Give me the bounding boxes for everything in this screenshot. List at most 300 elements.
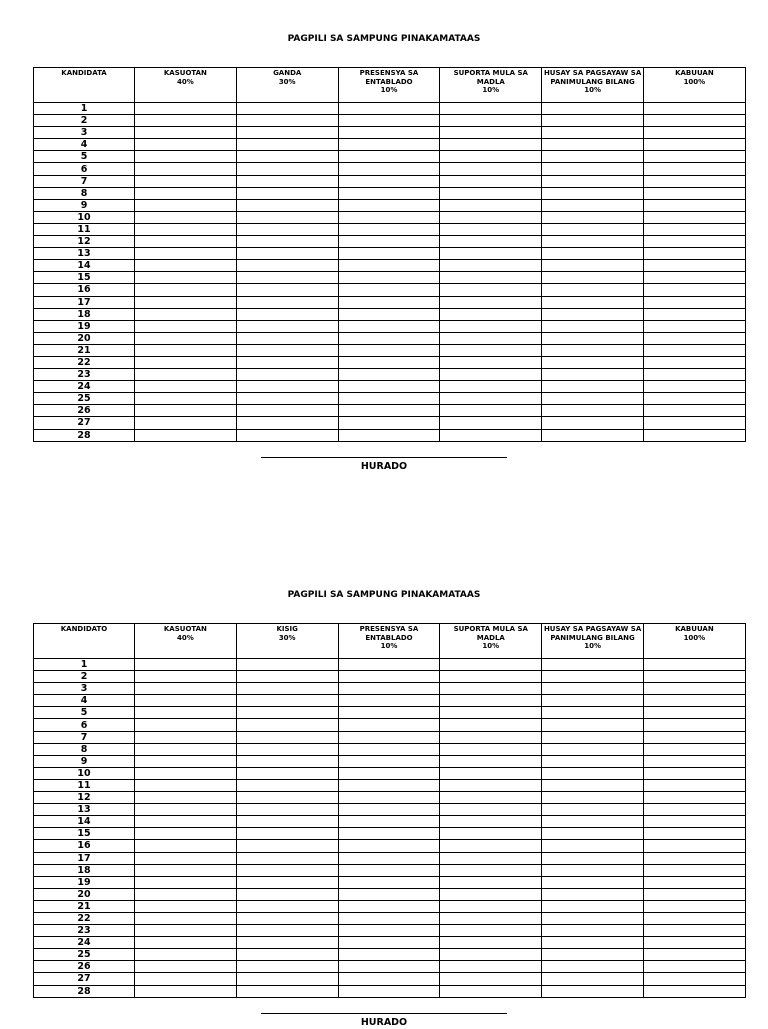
score-cell (135, 949, 237, 961)
table-row (34, 937, 746, 949)
score-cell (236, 236, 338, 248)
score-cell (236, 876, 338, 888)
column-header (440, 68, 542, 103)
score-cell (236, 900, 338, 912)
score-cell (338, 163, 440, 175)
table-row (34, 211, 746, 223)
sheet-title: PAGPILI SA SAMPUNG PINAKAMATAAS (287, 590, 481, 600)
score-cell (236, 272, 338, 284)
score-cell (338, 888, 440, 900)
candidate-number: 7 (34, 175, 135, 187)
score-cell (542, 779, 644, 791)
column-header-label: PRESENSYA SA ENTABLADO (359, 69, 419, 86)
table-row (34, 151, 746, 163)
score-cell (643, 187, 745, 199)
score-cell (236, 804, 338, 816)
score-cell (643, 949, 745, 961)
column-header-weight: 100% (683, 77, 706, 86)
column-header-label: KASUOTAN (163, 69, 207, 77)
column-header-label: HUSAY SA PAGSAYAW SA PANIMULANG BILANG (543, 69, 642, 86)
score-cell (236, 985, 338, 997)
score-cell (643, 223, 745, 235)
score-cell (440, 900, 542, 912)
score-cell (338, 828, 440, 840)
score-cell (643, 695, 745, 707)
score-cell (440, 779, 542, 791)
score-cell (542, 973, 644, 985)
candidate-number: 12 (34, 236, 135, 248)
score-cell (236, 828, 338, 840)
score-cell (440, 211, 542, 223)
score-cell (542, 659, 644, 671)
score-cell (542, 792, 644, 804)
table-row (34, 308, 746, 320)
score-cell (135, 115, 237, 127)
score-cell (135, 151, 237, 163)
score-cell (542, 816, 644, 828)
candidate-number: 13 (34, 248, 135, 260)
score-cell (236, 429, 338, 441)
table-row (34, 925, 746, 937)
score-cell (542, 707, 644, 719)
score-cell (135, 199, 237, 211)
score-cell (236, 925, 338, 937)
score-cell (440, 332, 542, 344)
score-cell (542, 695, 644, 707)
score-cell (135, 417, 237, 429)
candidate-number: 19 (34, 876, 135, 888)
column-header-label: KABUUAN (675, 625, 714, 633)
candidate-number: 3 (34, 127, 135, 139)
score-cell (338, 320, 440, 332)
table-row (34, 888, 746, 900)
score-cell (542, 755, 644, 767)
score-cell (643, 127, 745, 139)
score-cell (440, 429, 542, 441)
score-cell (236, 779, 338, 791)
score-cell (236, 816, 338, 828)
score-cell (135, 187, 237, 199)
column-header-label: KANDIDATO (60, 625, 108, 633)
score-cell (643, 405, 745, 417)
score-cell (440, 949, 542, 961)
table-row (34, 900, 746, 912)
score-cell (236, 405, 338, 417)
score-cell (338, 139, 440, 151)
candidate-number: 8 (34, 187, 135, 199)
score-cell (643, 659, 745, 671)
score-cell (643, 925, 745, 937)
score-cell (440, 876, 542, 888)
score-cell (135, 864, 237, 876)
score-cell (338, 296, 440, 308)
table-row (34, 707, 746, 719)
score-cell (338, 804, 440, 816)
column-header-label: KASUOTAN (163, 625, 207, 633)
score-cell (338, 792, 440, 804)
candidate-number: 28 (34, 985, 135, 997)
score-cell (135, 937, 237, 949)
score-table (33, 67, 746, 442)
score-cell (338, 369, 440, 381)
score-cell (440, 925, 542, 937)
score-cell (542, 296, 644, 308)
score-cell (338, 393, 440, 405)
score-cell (338, 985, 440, 997)
signature-label: HURADO (360, 1016, 408, 1028)
score-cell (643, 103, 745, 115)
score-cell (338, 381, 440, 393)
score-cell (338, 223, 440, 235)
score-cell (338, 199, 440, 211)
score-cell (236, 127, 338, 139)
score-cell (440, 356, 542, 368)
candidate-number: 23 (34, 925, 135, 937)
column-header (34, 68, 135, 103)
score-cell (440, 115, 542, 127)
score-cell (440, 695, 542, 707)
score-cell (542, 223, 644, 235)
score-cell (542, 925, 644, 937)
table-row (34, 743, 746, 755)
score-cell (135, 320, 237, 332)
score-cell (440, 973, 542, 985)
score-cell (236, 659, 338, 671)
score-cell (542, 187, 644, 199)
table-row (34, 683, 746, 695)
table-row (34, 320, 746, 332)
score-cell (338, 332, 440, 344)
candidate-number: 4 (34, 695, 135, 707)
score-cell (643, 671, 745, 683)
score-cell (542, 272, 644, 284)
score-cell (236, 199, 338, 211)
score-cell (338, 719, 440, 731)
score-cell (236, 175, 338, 187)
score-cell (236, 296, 338, 308)
score-cell (440, 272, 542, 284)
candidate-number: 27 (34, 417, 135, 429)
score-cell (338, 151, 440, 163)
score-cell (643, 719, 745, 731)
table-row (34, 767, 746, 779)
score-cell (643, 115, 745, 127)
score-cell (542, 103, 644, 115)
score-cell (236, 707, 338, 719)
score-cell (542, 937, 644, 949)
score-sheet-men (0, 588, 768, 1029)
table-row (34, 417, 746, 429)
candidate-number: 15 (34, 828, 135, 840)
table-row (34, 393, 746, 405)
score-cell (135, 393, 237, 405)
candidate-number: 21 (34, 344, 135, 356)
column-header (135, 624, 237, 659)
score-cell (440, 296, 542, 308)
column-header-label: KANDIDATA (61, 69, 107, 77)
candidate-number: 25 (34, 949, 135, 961)
score-cell (236, 731, 338, 743)
candidate-number: 18 (34, 864, 135, 876)
column-header-weight: 10% (380, 86, 398, 94)
score-cell (135, 260, 237, 272)
score-cell (440, 248, 542, 260)
table-row (34, 671, 746, 683)
score-cell (643, 284, 745, 296)
score-cell (135, 900, 237, 912)
score-cell (643, 792, 745, 804)
column-header-label: SUPORTA MULA SA MADLA (453, 625, 528, 642)
column-header-label: HUSAY SA PAGSAYAW SA PANIMULANG BILANG (543, 625, 642, 642)
candidate-number: 26 (34, 405, 135, 417)
score-cell (236, 840, 338, 852)
score-cell (135, 272, 237, 284)
score-cell (643, 961, 745, 973)
score-cell (440, 852, 542, 864)
column-header (643, 68, 745, 103)
score-cell (542, 308, 644, 320)
score-cell (236, 743, 338, 755)
score-cell (236, 683, 338, 695)
score-cell (338, 236, 440, 248)
score-cell (643, 804, 745, 816)
candidate-number: 28 (34, 429, 135, 441)
score-cell (135, 127, 237, 139)
score-cell (643, 779, 745, 791)
candidate-number: 8 (34, 743, 135, 755)
score-cell (643, 767, 745, 779)
candidate-number: 18 (34, 308, 135, 320)
score-cell (440, 344, 542, 356)
table-row (34, 852, 746, 864)
score-cell (542, 840, 644, 852)
score-cell (643, 743, 745, 755)
score-cell (643, 985, 745, 997)
column-header-label: SUPORTA MULA SA MADLA (453, 69, 528, 86)
score-cell (236, 260, 338, 272)
candidate-number: 20 (34, 888, 135, 900)
score-cell (542, 127, 644, 139)
table-row (34, 103, 746, 115)
score-cell (236, 151, 338, 163)
score-cell (135, 671, 237, 683)
table-row (34, 719, 746, 731)
score-cell (135, 405, 237, 417)
score-cell (542, 211, 644, 223)
score-cell (542, 248, 644, 260)
table-row (34, 429, 746, 441)
column-header (643, 624, 745, 659)
score-cell (135, 888, 237, 900)
score-cell (236, 937, 338, 949)
score-cell (135, 659, 237, 671)
score-cell (338, 683, 440, 695)
score-cell (440, 864, 542, 876)
signature-line (261, 1013, 507, 1014)
column-header-weight: 30% (278, 633, 296, 642)
score-cell (440, 139, 542, 151)
score-cell (643, 332, 745, 344)
column-header-label: KISIG (276, 625, 298, 633)
score-cell (542, 804, 644, 816)
score-cell (440, 937, 542, 949)
candidate-number: 16 (34, 284, 135, 296)
score-cell (542, 405, 644, 417)
score-cell (440, 683, 542, 695)
candidate-number: 4 (34, 139, 135, 151)
score-cell (542, 429, 644, 441)
score-table (33, 623, 746, 998)
score-cell (338, 767, 440, 779)
candidate-number: 20 (34, 332, 135, 344)
score-cell (135, 429, 237, 441)
score-cell (440, 659, 542, 671)
score-cell (643, 151, 745, 163)
table-row (34, 284, 746, 296)
score-cell (542, 912, 644, 924)
score-cell (643, 900, 745, 912)
score-cell (236, 719, 338, 731)
score-cell (338, 840, 440, 852)
candidate-number: 9 (34, 755, 135, 767)
score-cell (236, 393, 338, 405)
table-row (34, 755, 746, 767)
score-cell (338, 127, 440, 139)
sheet-title: PAGPILI SA SAMPUNG PINAKAMATAAS (287, 34, 481, 44)
score-cell (542, 719, 644, 731)
score-cell (440, 840, 542, 852)
score-cell (135, 973, 237, 985)
score-cell (236, 248, 338, 260)
score-cell (643, 320, 745, 332)
candidate-number: 2 (34, 115, 135, 127)
column-header-label: GANDA (273, 69, 302, 77)
table-row (34, 961, 746, 973)
candidate-number: 11 (34, 779, 135, 791)
column-header-weight: 30% (278, 77, 296, 86)
score-cell (338, 876, 440, 888)
candidate-number: 21 (34, 900, 135, 912)
score-cell (440, 767, 542, 779)
column-header (236, 68, 338, 103)
score-cell (135, 369, 237, 381)
score-cell (542, 139, 644, 151)
score-cell (338, 852, 440, 864)
score-cell (440, 103, 542, 115)
score-cell (643, 344, 745, 356)
score-cell (542, 199, 644, 211)
score-cell (643, 707, 745, 719)
score-cell (643, 272, 745, 284)
score-cell (542, 743, 644, 755)
candidate-number: 17 (34, 296, 135, 308)
table-row (34, 248, 746, 260)
score-cell (135, 284, 237, 296)
score-cell (135, 852, 237, 864)
score-cell (643, 816, 745, 828)
table-row (34, 876, 746, 888)
score-cell (338, 961, 440, 973)
score-cell (338, 707, 440, 719)
score-cell (338, 743, 440, 755)
table-row (34, 175, 746, 187)
score-cell (236, 864, 338, 876)
header-row (34, 624, 746, 659)
score-cell (135, 961, 237, 973)
score-cell (643, 912, 745, 924)
score-cell (440, 187, 542, 199)
score-cell (135, 296, 237, 308)
table-row (34, 163, 746, 175)
candidate-number: 14 (34, 260, 135, 272)
column-header-weight: 10% (584, 86, 601, 94)
score-cell (643, 139, 745, 151)
score-cell (440, 707, 542, 719)
score-cell (440, 284, 542, 296)
score-cell (135, 381, 237, 393)
score-cell (440, 816, 542, 828)
score-cell (643, 296, 745, 308)
score-cell (542, 163, 644, 175)
candidate-number: 25 (34, 393, 135, 405)
candidate-number: 22 (34, 912, 135, 924)
score-cell (236, 912, 338, 924)
score-cell (338, 175, 440, 187)
score-cell (338, 937, 440, 949)
score-cell (236, 163, 338, 175)
score-cell (643, 417, 745, 429)
score-cell (338, 864, 440, 876)
candidate-number: 26 (34, 961, 135, 973)
score-cell (440, 417, 542, 429)
score-cell (236, 755, 338, 767)
score-cell (542, 864, 644, 876)
table-row (34, 864, 746, 876)
table-row (34, 985, 746, 997)
column-header-weight: 10% (584, 642, 601, 650)
column-header-label: KABUUAN (675, 69, 714, 77)
candidate-number: 3 (34, 683, 135, 695)
judge-signature (0, 457, 768, 473)
score-cell (440, 743, 542, 755)
score-cell (236, 381, 338, 393)
score-cell (440, 175, 542, 187)
score-cell (338, 356, 440, 368)
candidate-number: 9 (34, 199, 135, 211)
column-header (34, 624, 135, 659)
table-row (34, 912, 746, 924)
signature-line (261, 457, 507, 458)
score-cell (338, 429, 440, 441)
score-cell (338, 417, 440, 429)
score-cell (236, 308, 338, 320)
score-cell (135, 779, 237, 791)
score-cell (643, 828, 745, 840)
score-cell (542, 767, 644, 779)
column-header-label: PRESENSYA SA ENTABLADO (359, 625, 419, 642)
score-cell (542, 356, 644, 368)
score-cell (135, 828, 237, 840)
table-body (34, 659, 746, 998)
table-row (34, 804, 746, 816)
candidate-number: 11 (34, 223, 135, 235)
score-cell (236, 369, 338, 381)
score-cell (643, 260, 745, 272)
score-cell (643, 381, 745, 393)
score-cell (236, 695, 338, 707)
score-cell (135, 175, 237, 187)
score-cell (135, 248, 237, 260)
